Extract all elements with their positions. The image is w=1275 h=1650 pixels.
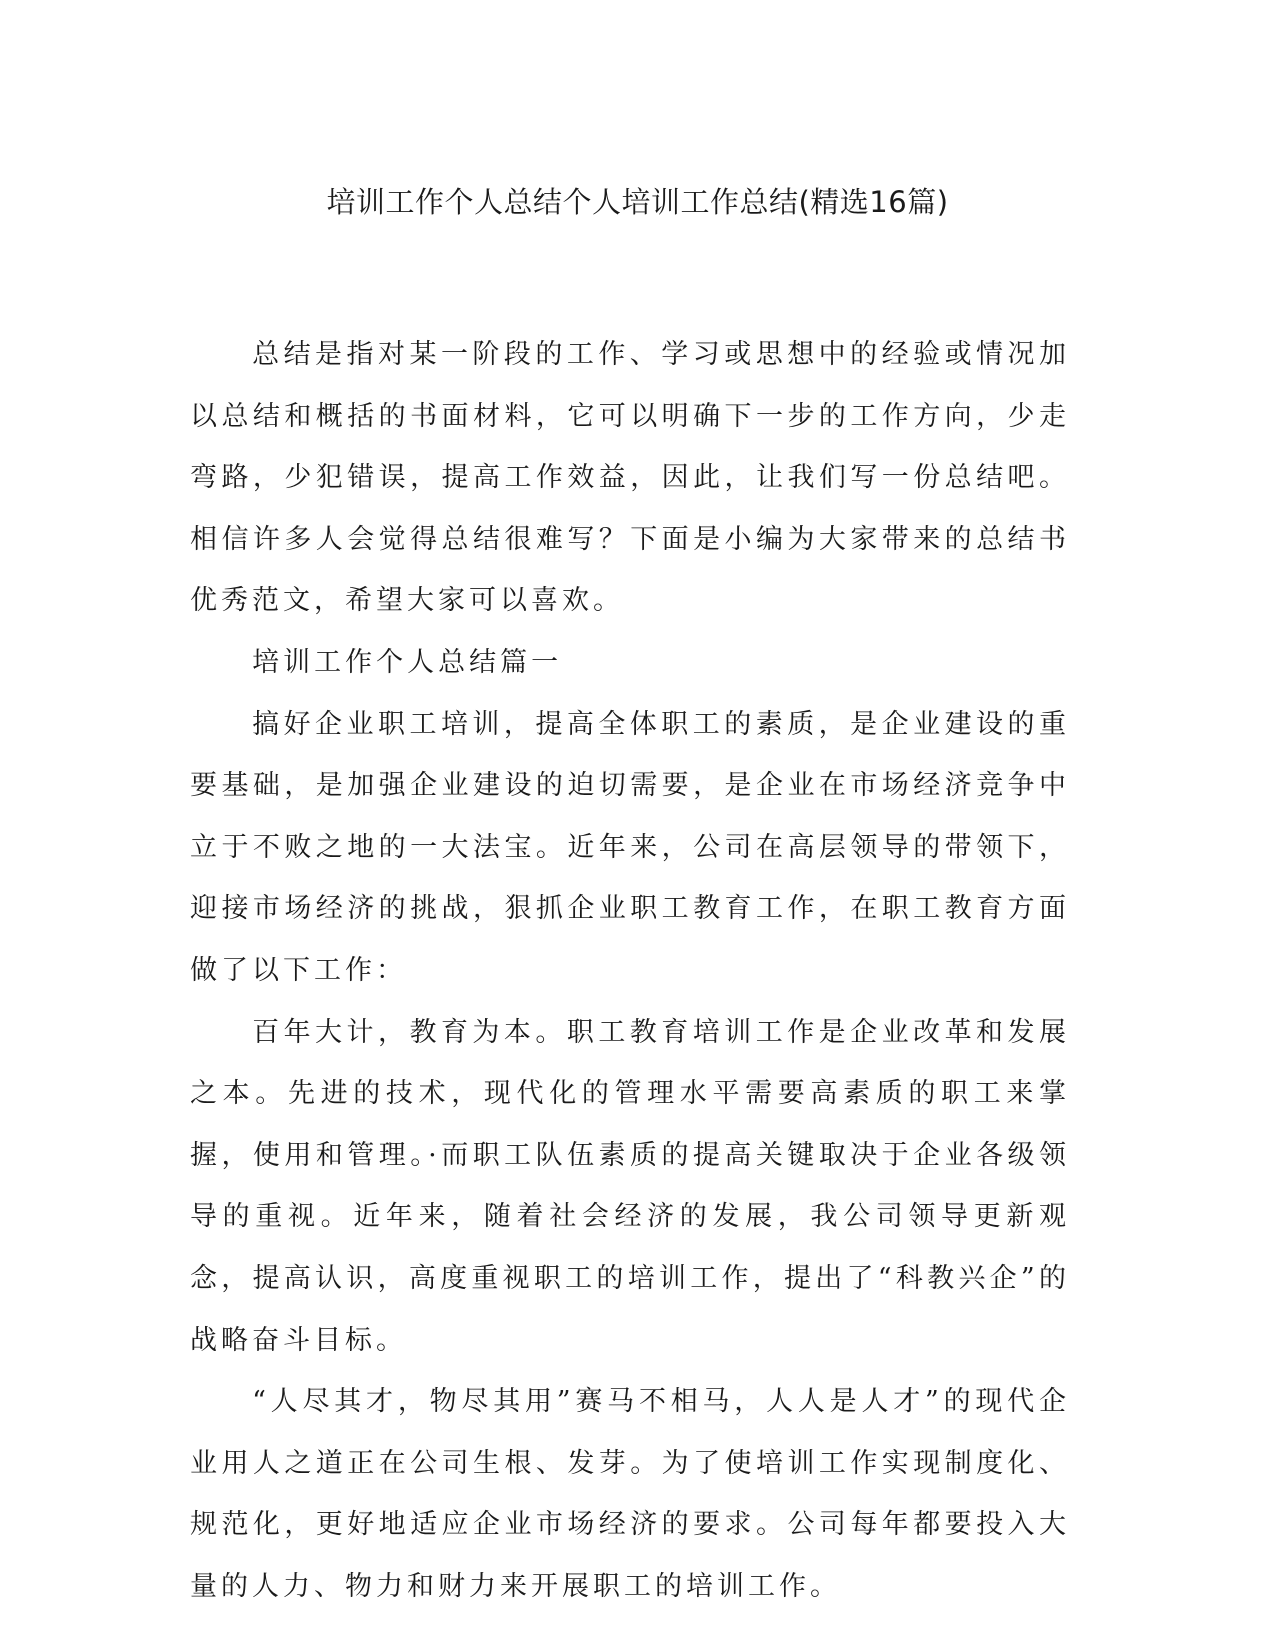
document-title: 培训工作个人总结个人培训工作总结(精选16篇)	[326, 185, 949, 219]
section-heading: 培训工作个人总结篇一	[252, 646, 563, 678]
body-paragraph: 百年大计，教育为本。职工教育培训工作是企业改革和发展之本。先进的技术，现代化的管理水平需要高素质的职工来掌握，使用和管理。·而职工队伍素质的提高关键取决于企业各级领导的重视。近年来，随着社会经济的发展，我公司领导更新观念，提高认识，高度重视职工的培训工作，提出了“科教兴企”的战略奋斗目标。	[190, 1016, 1070, 1356]
body-paragraph: “人尽其才，物尽其用”赛马不相马，人人是人才”的现代企业用人之道正在公司生根、发芽。为了使培训工作实现制度化、规范化，更好地适应企业市场经济的要求。公司每年都要投入大量的人力、物力和财力来开展职工的培训工作。	[190, 1386, 1070, 1602]
intro-paragraph: 总结是指对某一阶段的工作、学习或思想中的经验或情况加以总结和概括的书面材料，它可以明确下一步的工作方向，少走弯路，少犯错误，提高工作效益，因此，让我们写一份总结吧。相信许多人会觉得总结很难写？下面是小编为大家带来的总结书优秀范文，希望大家可以喜欢。	[190, 339, 1070, 617]
body-paragraph: 搞好企业职工培训，提高全体职工的素质，是企业建设的重要基础，是加强企业建设的迫切需要，是企业在市场经济竞争中立于不败之地的一大法宝。近年来，公司在高层领导的带领下，迎接市场经济的挑战，狠抓企业职工教育工作，在职工教育方面做了以下工作：	[190, 708, 1070, 986]
document-body	[190, 324, 1070, 1617]
